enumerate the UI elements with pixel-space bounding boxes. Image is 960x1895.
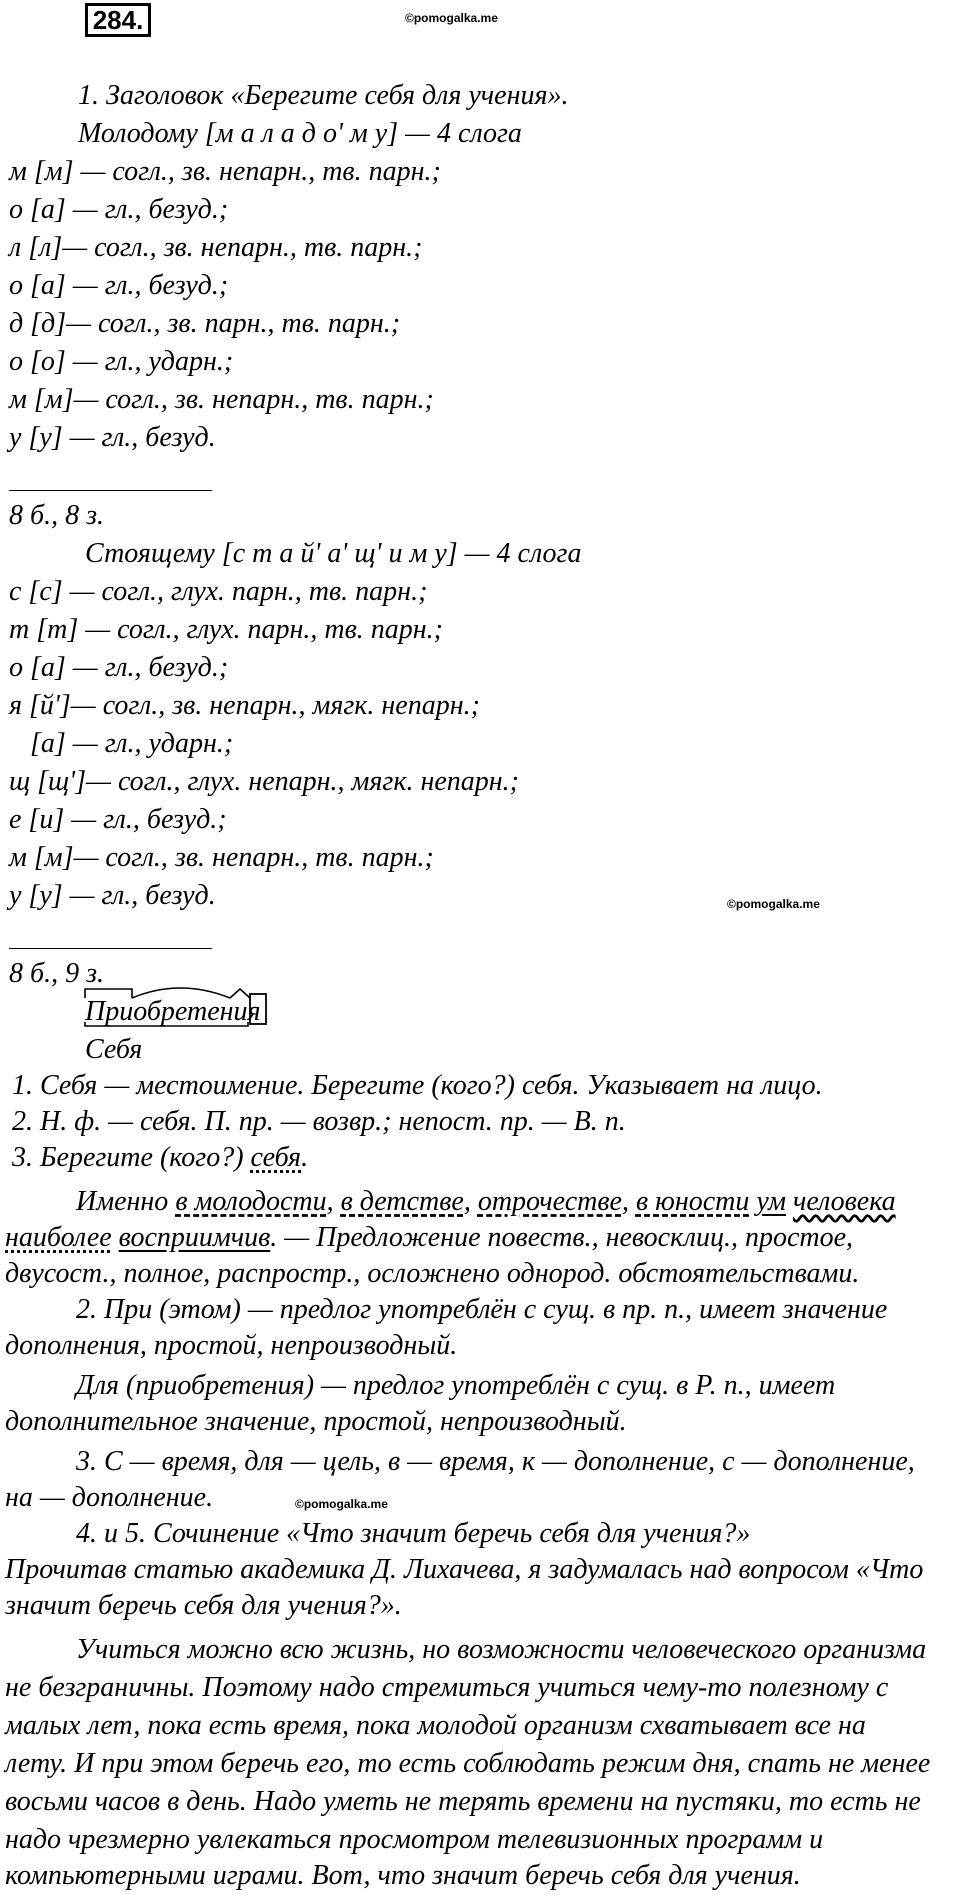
text-line: м [м]— согл., зв. непарн., тв. парн.; [9,384,434,415]
underlined-adverbial: в детстве [340,1186,464,1217]
text-line: Стоящему [с т а й' а' щ' и м у] — 4 слога [85,538,582,569]
text-line: щ [щ']— согл., глух. непарн., мягк. непарн.; [9,766,519,797]
word-root-part: Приобретени [85,996,248,1027]
text-fragment: Именно [76,1186,176,1217]
watermark: ©pomogalka.me [727,897,820,911]
underlined-attribute: человека [793,1186,896,1217]
watermark: ©pomogalka.me [405,11,498,25]
underlined-adverbial: отрочестве [477,1186,622,1217]
morpheme-word [85,994,261,1030]
text-line: компьютерными играми. Вот, что значит беречь себя для учения. [5,1860,801,1891]
text-line: е [и] — гл., безуд.; [9,804,227,835]
text-line: о [а] — гл., безуд.; [9,270,229,301]
text-line: 1. Заголовок «Берегите себя для учения». [78,80,569,111]
text-line: двусост., полное, распростр., осложнено однород. обстоятельствами. [5,1258,860,1289]
underlined-predicate: восприимчив [118,1222,271,1253]
text-fragment: , [621,1186,636,1217]
text-line: 2. Н. ф. — себя. П. пр. — возвр.; непост. пр. — В. п. [12,1106,626,1137]
text-line: я [й']— согл., зв. непарн., мягк. непарн.; [9,690,480,721]
text-line: малых лет, пока есть время, пока молодой организм схватывает все на [5,1710,866,1741]
text-line: [а] — гл., ударн.; [30,728,234,759]
text-line: лету. И при этом беречь его, то есть соблюдать режим дня, спать не менее [5,1748,931,1779]
text-line: 2. При (этом) — предлог употреблён с сущ. в пр. п., имеет значение [76,1294,888,1325]
text-line: 8 б., 9 з. [9,958,105,989]
text-line: с [с] — согл., глух. парн., тв. парн.; [9,576,428,607]
underlined-adverbial: в молодости [175,1186,327,1217]
exercise-number: 284. [85,3,151,37]
text-fragment [786,1186,793,1217]
word-ending: я [247,996,261,1027]
underlined-adverbial: в юности [635,1186,750,1217]
underlined-object: себя [250,1142,302,1173]
text-line [12,1140,308,1176]
text-fragment [112,1222,119,1253]
text-line: л [л]— согл., зв. непарн., тв. парн.; [9,232,423,263]
text-line: у [у] — гл., безуд. [9,422,216,453]
text-line: Себя [85,1034,143,1065]
text-line: м [м]— согл., зв. непарн., тв. парн.; [9,842,434,873]
text-line: дополнительное значение, простой, непроизводный. [5,1406,627,1437]
text-line: о [а] — гл., безуд.; [9,652,229,683]
text-line: д [д]— согл., зв. парн., тв. парн.; [9,308,401,339]
text-line: 4. и 5. Сочинение «Что значит беречь себя для учения?» [76,1518,751,1549]
text-line [76,1184,896,1220]
divider-line [9,490,212,491]
text-line: на — дополнение. [5,1482,214,1513]
text-line: т [т] — согл., глух. парн., тв. парн.; [9,614,443,645]
text-line: восьми часов в день. Надо уметь не терять времени на пустяки, то есть не [5,1786,921,1817]
watermark: ©pomogalka.me [295,1497,388,1511]
text-line: значит беречь себя для учения?». [5,1590,402,1621]
text-line: 3. С — время, для — цель, в — время, к — дополнение, с — дополнение, [76,1446,915,1477]
text-fragment: , [463,1186,478,1217]
text-line: не безграничны. Поэтому надо стремиться учиться чему-то полезному с [5,1672,889,1703]
text-fragment: , [326,1186,341,1217]
text-line [5,1220,853,1256]
underlined-subject: ум [756,1186,787,1217]
text-line: о [о] — гл., ударн.; [9,346,234,377]
text-line: Для (приобретения) — предлог употреблён с сущ. в Р. п., имеет [76,1370,836,1401]
text-line: 8 б., 8 з. [9,500,105,531]
text-line: м [м] — согл., зв. непарн., тв. парн.; [9,156,441,187]
text-line: Прочитав статью академика Д. Лихачева, я задумалась над вопросом «Что [5,1554,924,1585]
divider-line [9,948,212,949]
text-line: у [у] — гл., безуд. [9,880,216,911]
text-fragment: . — Предложение повеств., невосклиц., простое, [270,1222,854,1253]
text-fragment: . [301,1142,309,1173]
underlined-adverbial: наиболее [5,1222,112,1253]
text-line: дополнения, простой, непроизводный. [5,1330,458,1361]
text-line: Учиться можно всю жизнь, но возможности человеческого организма [76,1634,927,1665]
text-line: Молодому [м а л а д о' м у] — 4 слога [78,118,522,149]
text-line: о [а] — гл., безуд.; [9,194,229,225]
text-line: 1. Себя — местоимение. Берегите (кого?) себя. Указывает на лицо. [12,1070,823,1101]
text-fragment: 3. Берегите (кого?) [12,1142,251,1173]
text-line: надо чрезмерно увлекаться просмотром телевизионных программ и [5,1824,824,1855]
